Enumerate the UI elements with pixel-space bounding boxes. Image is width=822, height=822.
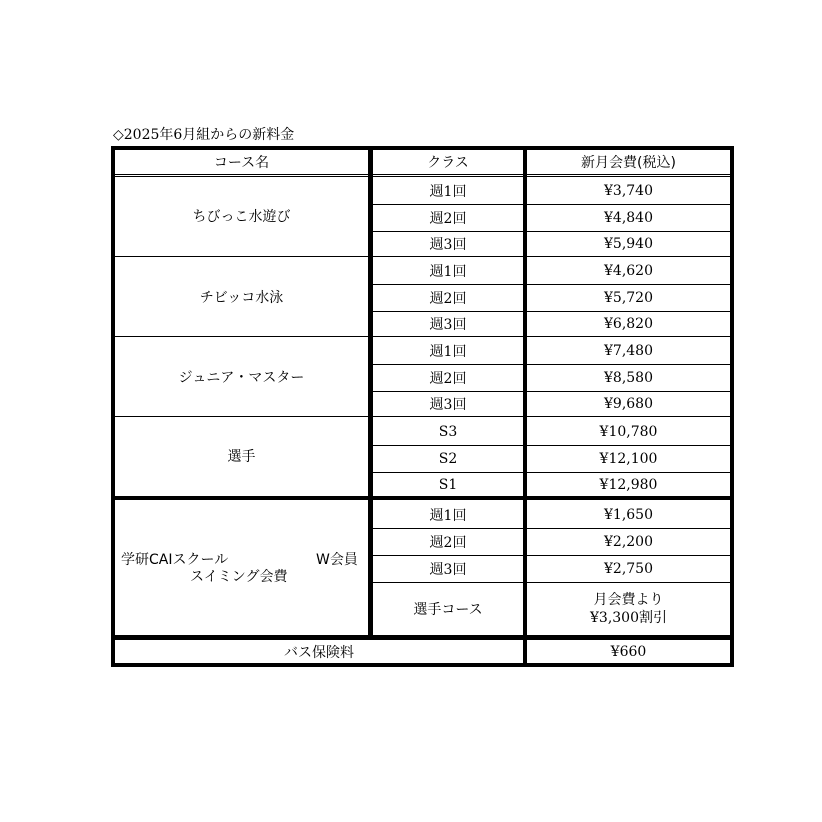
course-name-chibikko-mizuasobi: ちびっこ水遊び [192, 208, 291, 225]
class-cell: 週1回 [429, 508, 467, 524]
row-line [373, 582, 730, 583]
discount-line2: ¥3,300割引 [590, 609, 667, 626]
row-line [373, 391, 730, 392]
fee-cell: ¥2,750 [604, 561, 653, 577]
w-member-label: W会員 [316, 552, 358, 568]
class-cell: S3 [438, 424, 458, 440]
divider-col2 [523, 146, 527, 667]
fee-table [111, 146, 734, 667]
border-right [730, 146, 734, 667]
class-cell: 週3回 [429, 237, 467, 253]
fee-cell: ¥5,940 [604, 236, 653, 252]
header-class: クラス [427, 155, 469, 171]
fee-cell: ¥7,480 [604, 343, 653, 359]
table-caption: ◇2025年6月組からの新料金 [113, 127, 295, 143]
fee-cell: ¥4,840 [604, 210, 653, 226]
fee-cell: ¥12,100 [599, 451, 658, 467]
discount-line1: 月会費より [593, 591, 664, 608]
border-left [111, 146, 115, 667]
course-name-chibikko-suiei: チビッコ水泳 [199, 289, 284, 306]
fee-cell: ¥10,780 [599, 424, 658, 440]
border-top [111, 146, 734, 150]
row-line [373, 204, 730, 205]
row-line [373, 445, 730, 446]
fee-cell: ¥12,980 [599, 477, 658, 493]
course-name-gakken-cai [115, 500, 368, 635]
course-name-line2: スイミング会費 [190, 569, 288, 585]
course-name-senshu: 選手 [227, 448, 256, 465]
row-line [373, 284, 730, 285]
fee-cell: ¥9,680 [604, 396, 653, 412]
class-cell: 週1回 [429, 264, 467, 280]
fee-cell: ¥3,740 [604, 183, 653, 199]
class-cell: 週1回 [429, 344, 467, 360]
group-separator [111, 416, 734, 417]
class-cell: S2 [438, 451, 458, 467]
group-separator [111, 256, 734, 257]
row-line [373, 364, 730, 365]
group-separator-thick [111, 496, 734, 500]
fee-cell: ¥5,720 [604, 290, 653, 306]
class-cell: 週2回 [429, 291, 467, 307]
fee-cell: ¥2,200 [604, 534, 653, 550]
row-line [373, 555, 730, 556]
row-line [373, 311, 730, 312]
row-line [373, 472, 730, 473]
class-cell: 週3回 [429, 562, 467, 578]
fee-cell: ¥1,650 [604, 507, 653, 523]
border-bottom [111, 663, 734, 667]
row-line [373, 231, 730, 232]
header-rule [111, 174, 734, 175]
header-course: コース名 [213, 155, 270, 171]
class-cell-senshu-course: 選手コース [413, 601, 483, 618]
header-rule [111, 176, 734, 177]
course-name-junior-master: ジュニア・マスター [178, 369, 305, 386]
class-cell: 週2回 [429, 211, 467, 227]
class-cell: 週2回 [429, 371, 467, 387]
row-line [373, 528, 730, 529]
class-cell: 週1回 [429, 184, 467, 200]
fee-cell-discount [527, 583, 730, 634]
class-cell: 週2回 [429, 535, 467, 551]
bus-insurance-label: バス保険料 [284, 644, 354, 661]
footer-separator-thick [111, 635, 734, 640]
fee-cell: ¥8,580 [604, 370, 653, 386]
fee-cell: ¥4,620 [604, 263, 653, 279]
bus-insurance-fee: ¥660 [610, 643, 647, 660]
header-fee: 新月会費(税込) [581, 155, 676, 171]
group-separator [111, 336, 734, 337]
class-cell: S1 [438, 477, 458, 493]
class-cell: 週3回 [429, 317, 467, 333]
fee-cell: ¥6,820 [604, 316, 653, 332]
course-name-line1: 学研CAIスクール [121, 552, 229, 568]
class-cell: 週3回 [429, 397, 467, 413]
